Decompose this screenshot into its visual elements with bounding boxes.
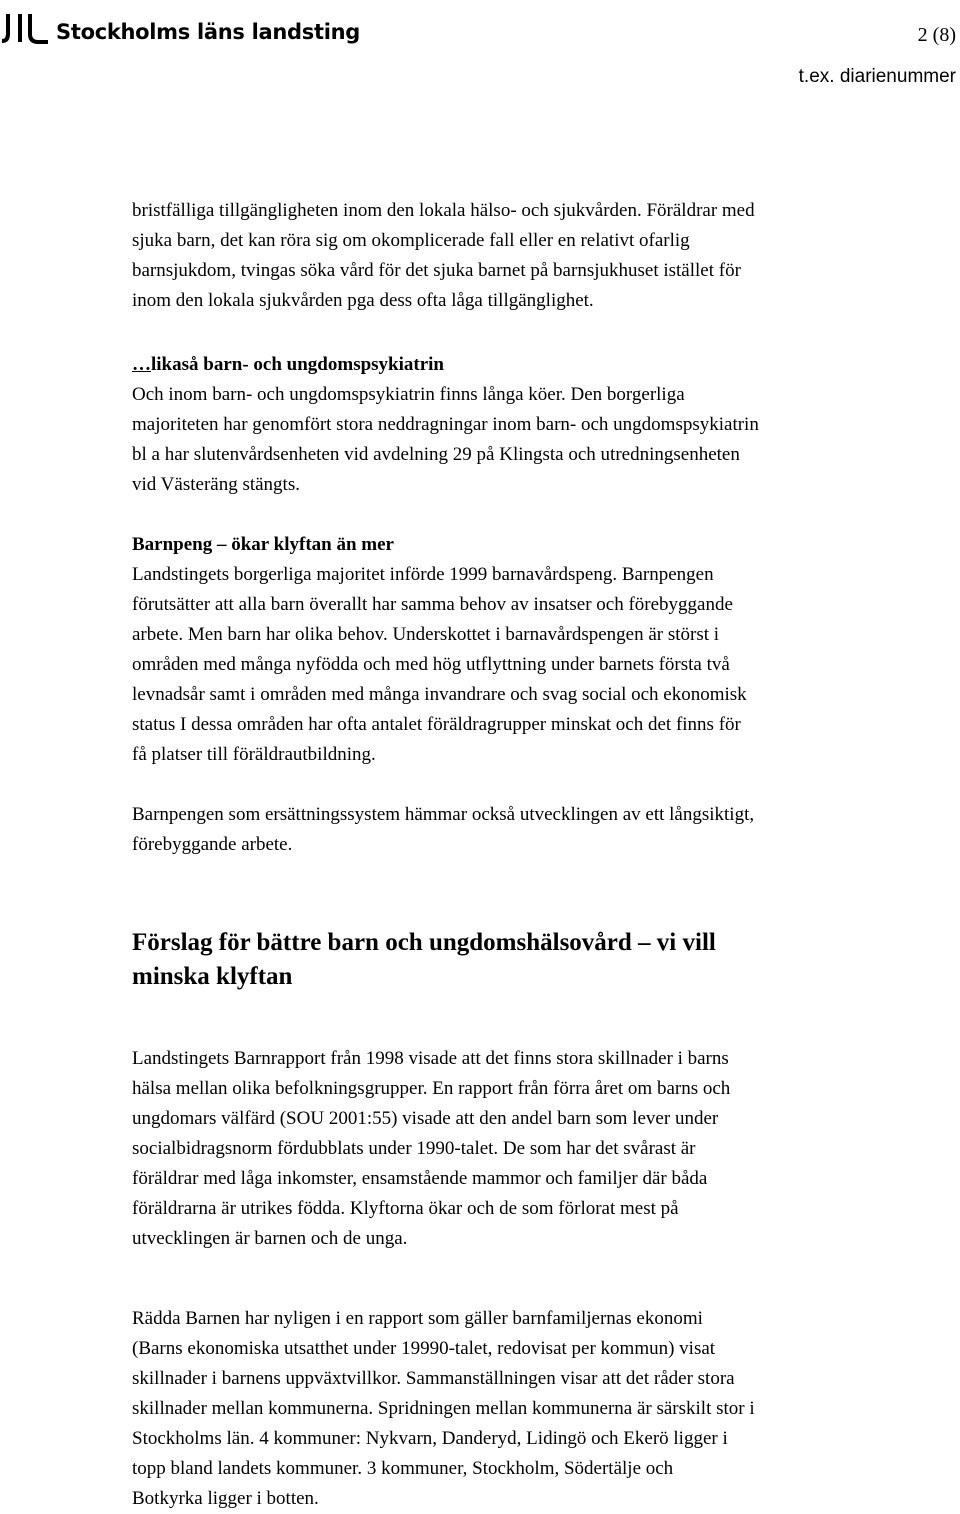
text-line: Och inom barn- och ungdomspsykiatrin finns långa köer. Den borgerliga (132, 384, 685, 405)
text-line: status I dessa områden har ofta antalet föräldragrupper minskat och det finns för (132, 714, 741, 735)
ellipsis-lead: … (132, 354, 151, 375)
subheading-barnpeng: Barnpeng – ökar klyftan än mer (132, 534, 394, 555)
page-number: 2 (8) (917, 24, 956, 46)
text-line: föräldrarna är utrikes födda. Klyftorna ökar och de som förlorat mest på (132, 1198, 679, 1219)
text-line: sjuka barn, det kan röra sig om okomplicerade fall eller en relativt ofarlig (132, 230, 690, 251)
text-line: barnsjukdom, tvingas söka vård för det sjuka barnet på barnsjukhuset istället för (132, 260, 741, 281)
heading-line: Förslag för bättre barn och ungdomshälsovård – vi vill (132, 929, 716, 956)
document-body (132, 196, 872, 1514)
section-heading (132, 926, 872, 994)
sll-logo-icon (0, 12, 50, 46)
text-line: socialbidragsnorm fördubblats under 1990-talet. De som har det svårast är (132, 1138, 696, 1159)
text-line: bl a har slutenvårdsenheten vid avdelning 29 på Klingsta och utredningsenheten (132, 444, 740, 465)
text-line: vid Västeräng stängts. (132, 474, 300, 495)
text-line: skillnader i barnens uppväxtvillkor. Sammanställningen visar att det råder stora (132, 1368, 735, 1389)
paragraph-radda-barnen (132, 1304, 872, 1514)
text-line: Landstingets Barnrapport från 1998 visade att det finns stora skillnader i barns (132, 1048, 729, 1069)
header-logo (0, 12, 360, 46)
text-line: utvecklingen är barnen och de unga. (132, 1228, 408, 1249)
text-line: få platser till föräldrautbildning. (132, 744, 376, 765)
text-line: majoriteten har genomfört stora neddragningar inom barn- och ungdomspsykiatrin (132, 414, 759, 435)
text-line: Botkyrka ligger i botten. (132, 1488, 319, 1509)
logo-text: Stockholms läns landsting (56, 20, 360, 44)
text-line: områden med många nyfödda och med hög utflyttning under barnets första två (132, 654, 730, 675)
text-line: (Barns ekonomiska utsatthet under 19990-talet, redovisat per kommun) visat (132, 1338, 716, 1359)
subheading-child-psychiatry (132, 350, 872, 380)
text-line: Landstingets borgerliga majoritet införde 1999 barnavårdspeng. Barnpengen (132, 564, 714, 585)
paragraph-child-psychiatry (132, 380, 872, 500)
text-line: Stockholms län. 4 kommuner: Nykvarn, Danderyd, Lidingö och Ekerö ligger i (132, 1428, 728, 1449)
text-line: bristfälliga tillgängligheten inom den lokala hälso- och sjukvården. Föräldrar med (132, 200, 755, 221)
paragraph-accessibility (132, 196, 872, 316)
text-line: förutsätter att alla barn överallt har samma behov av insatser och förebyggande (132, 594, 733, 615)
paragraph-barnpeng (132, 560, 872, 770)
subheading-text: likaså barn- och ungdomspsykiatrin (151, 354, 444, 375)
text-line: topp bland landets kommuner. 3 kommuner, Stockholm, Södertälje och (132, 1458, 674, 1479)
document-reference: t.ex. diarienummer (798, 66, 956, 87)
heading-line: minska klyftan (132, 963, 293, 990)
text-line: levnadsår samt i områden med många invandrare och svag social och ekonomisk (132, 684, 747, 705)
text-line: förebyggande arbete. (132, 834, 293, 855)
text-line: inom den lokala sjukvården pga dess ofta låga tillgänglighet. (132, 290, 594, 311)
text-line: Rädda Barnen har nyligen i en rapport som gäller barnfamiljernas ekonomi (132, 1308, 703, 1329)
paragraph-compensation-system (132, 800, 872, 860)
paragraph-barnrapport (132, 1044, 872, 1254)
text-line: arbete. Men barn har olika behov. Underskottet i barnavårdspengen är störst i (132, 624, 720, 645)
text-line: föräldrar med låga inkomster, ensamstående mammor och familjer där båda (132, 1168, 708, 1189)
text-line: Barnpengen som ersättningssystem hämmar också utvecklingen av ett långsiktigt, (132, 804, 755, 825)
text-line: ungdomars välfärd (SOU 2001:55) visade att den andel barn som lever under (132, 1108, 719, 1129)
text-line: skillnader mellan kommunerna. Spridningen mellan kommunerna är särskilt stor i (132, 1398, 755, 1419)
text-line: hälsa mellan olika befolkningsgrupper. En rapport från förra året om barns och (132, 1078, 731, 1099)
